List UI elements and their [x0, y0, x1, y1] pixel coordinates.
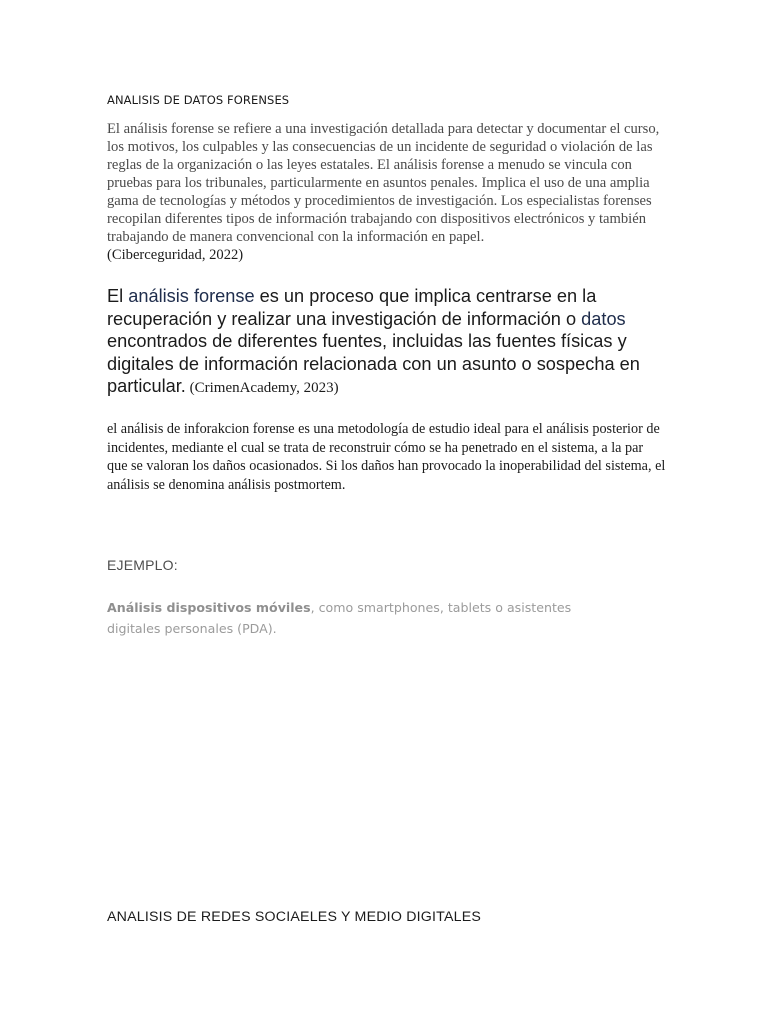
dispositivos-moviles-bold: Análisis dispositivos móviles	[107, 600, 311, 615]
heading-analisis-redes-sociales: ANALISIS DE REDES SOCIAELES Y MEDIO DIGITALES	[107, 909, 482, 925]
paragraph-proceso-part3: encontrados de diferentes fuentes, incluidas las fuentes físicas y digitales de información relacionada con un asunto o sospecha en particular.	[107, 331, 640, 396]
paragraph-definicion-text: El análisis forense se refiere a una investigación detallada para detectar y documentar el curso, los motivos, los culpables y las consecuencias de un incidente de seguridad o violación de las reglas de la organización o las leyes estatales. El análisis forense a menudo se vincula con pruebas para los tribunales, particularmente en asuntos penales. Implica el uso de una amplia gama de tecnologías y métodos y procedimientos de investigación. Los especialistas forenses recopilan diferentes tipos de información trabajando con dispositivos electrónicos y también trabajando de manera convencional con la información en papel.	[107, 121, 660, 245]
highlight-analisis-forense: análisis forense	[128, 286, 255, 306]
dispositivos-moviles-rest: , como smartphones, tablets o asistentes digitales personales (PDA).	[107, 600, 572, 636]
paragraph-proceso	[107, 285, 642, 400]
citation-crimenacademy: (CrimenAcademy, 2023)	[185, 380, 339, 396]
highlight-datos: datos	[581, 308, 626, 329]
paragraph-proceso-part1: El	[107, 286, 129, 306]
heading-analisis-datos-forenses: ANALISIS DE DATOS FORENSES	[107, 93, 290, 107]
example-label: EJEMPLO:	[107, 557, 178, 573]
paragraph-definicion	[107, 120, 667, 264]
citation-ciberceguridad: (Ciberceguridad, 2022)	[107, 247, 244, 263]
paragraph-metodologia: el análisis de inforakcion forense es una metodología de estudio ideal para el análisis posterior de incidentes, mediante el cual se trata de reconstruir cómo se ha penetrado en el sistema, a la par que se valoran los daños ocasionados. Si los daños han provocado la inoperabilidad del sistema, el análisis se denomina análisis postmortem.	[107, 421, 666, 493]
paragraph-proceso-part2: es un proceso que implica centrarse en la recuperación y realizar una investigación de información o	[107, 286, 597, 329]
paragraph-dispositivos-moviles	[107, 597, 627, 639]
